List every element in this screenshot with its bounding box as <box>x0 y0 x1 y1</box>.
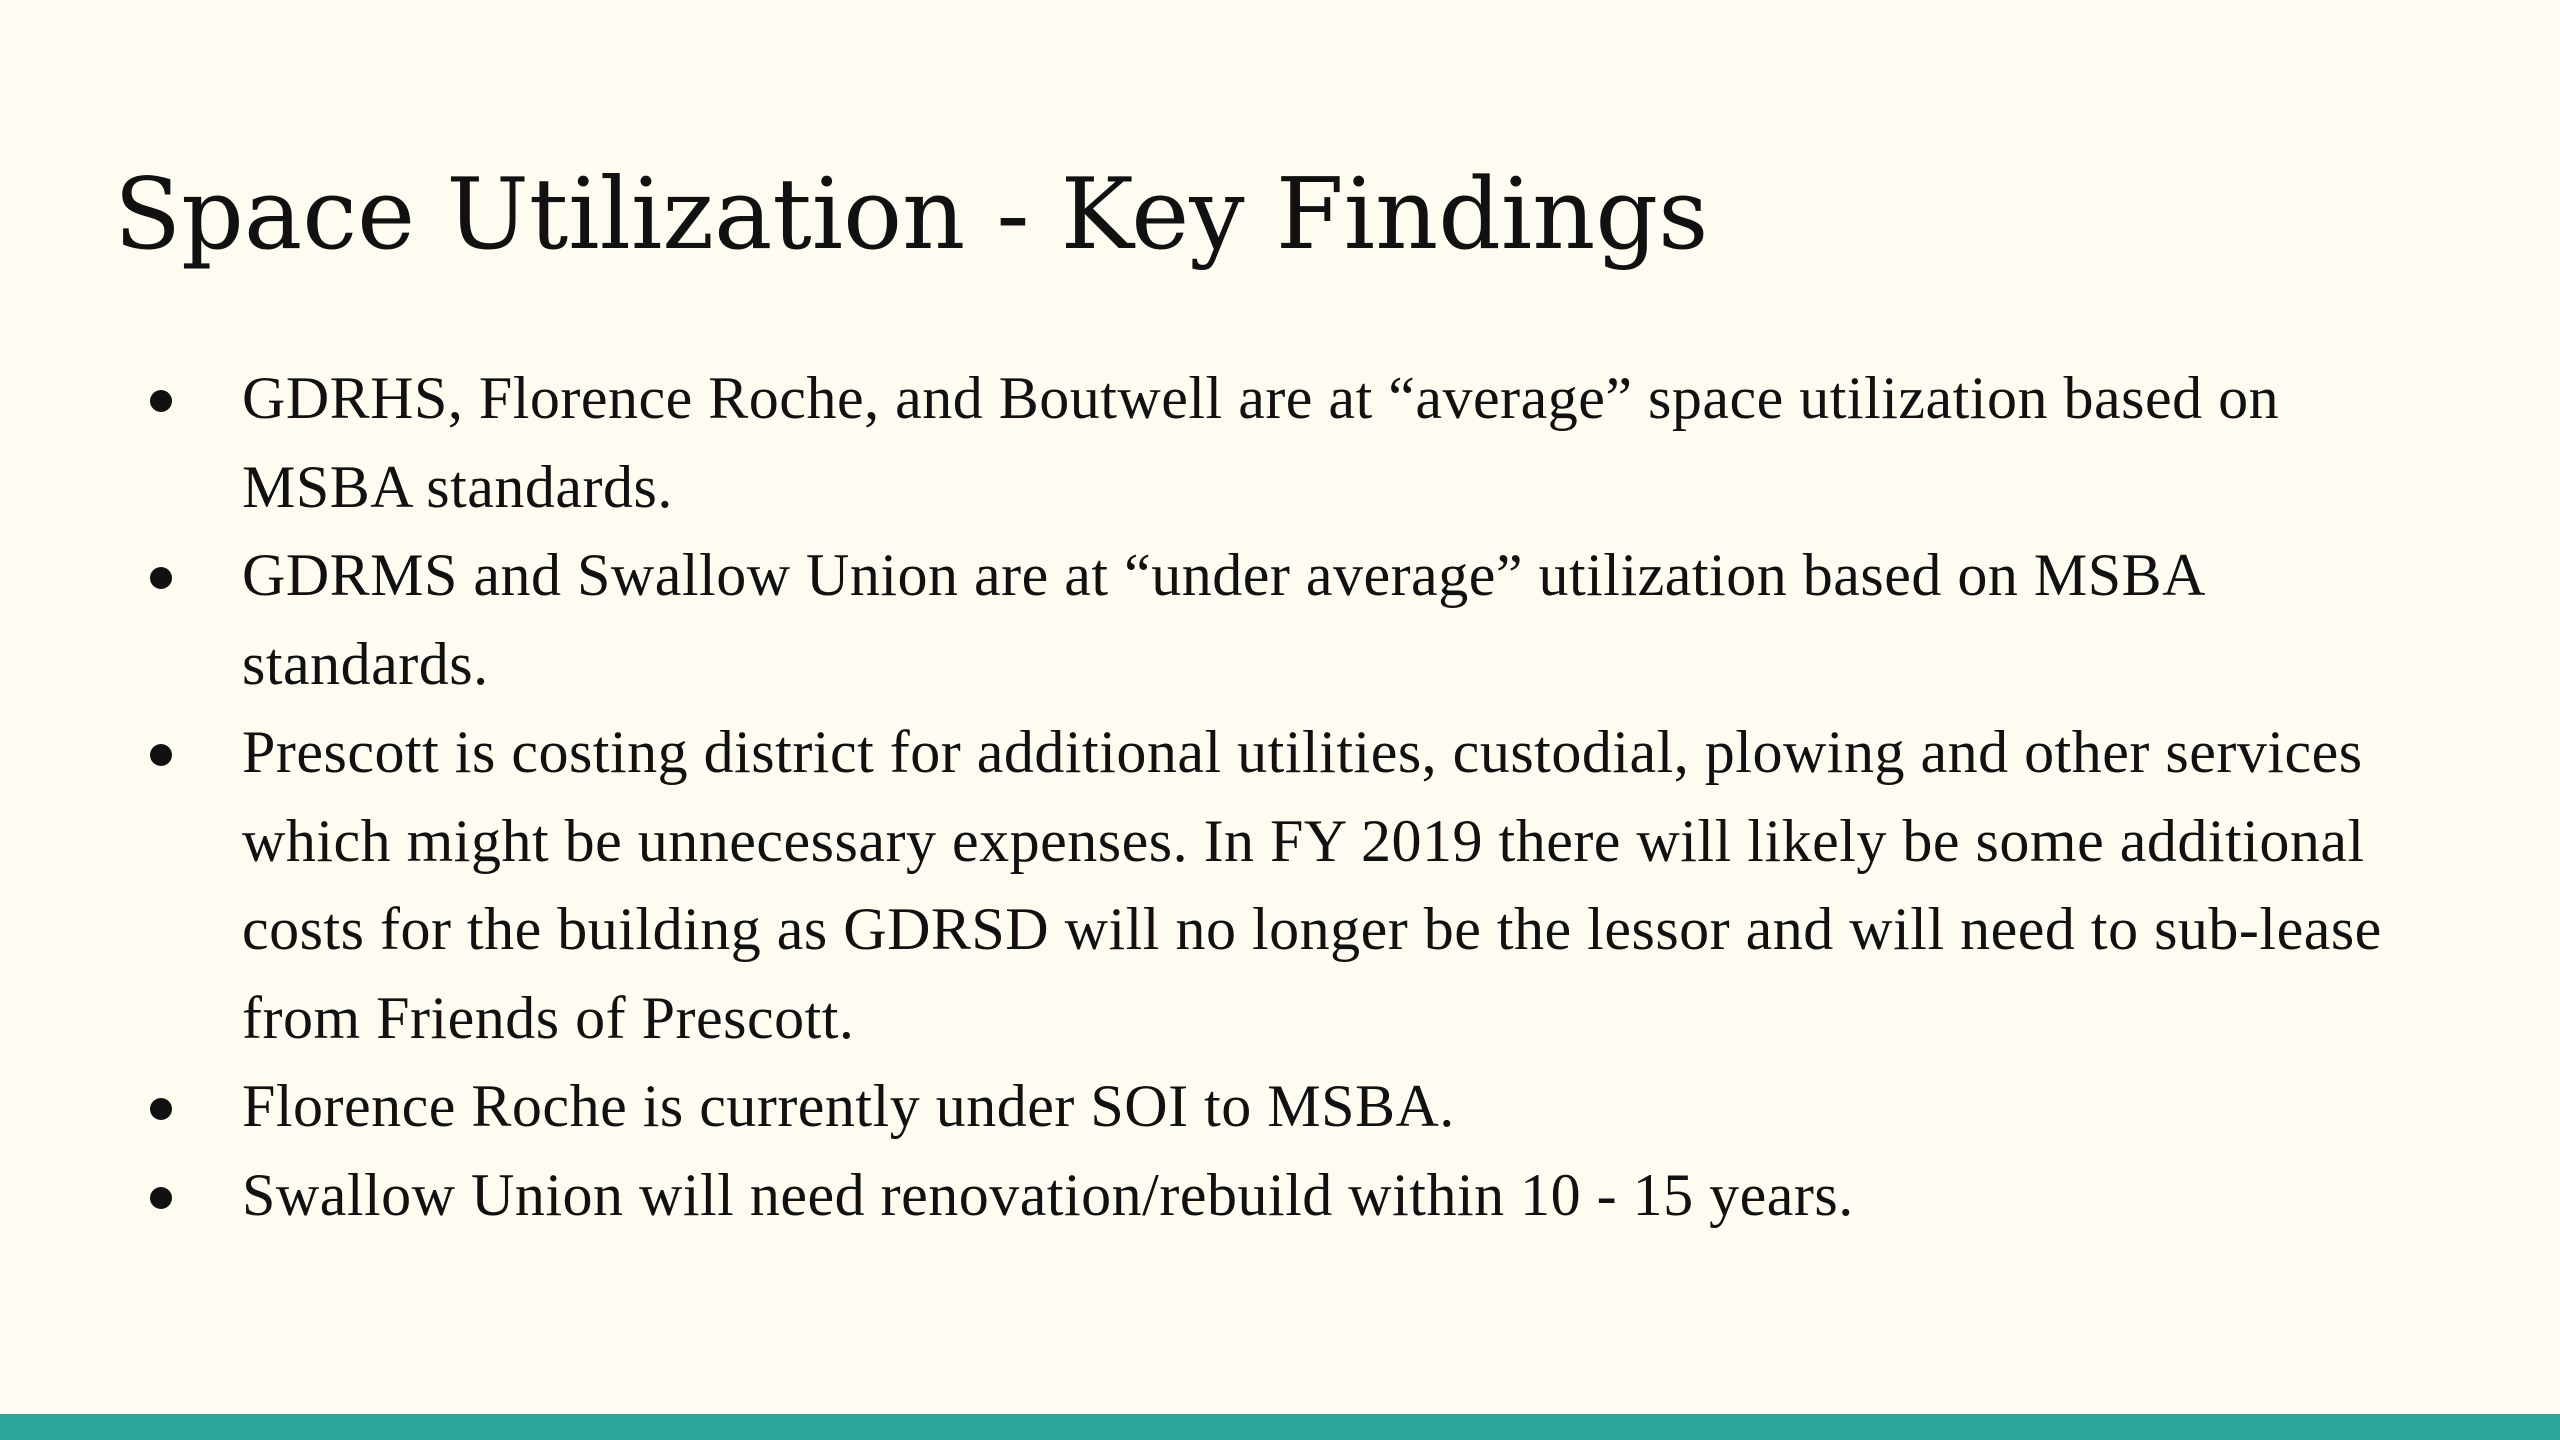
finding-item <box>140 708 2440 1062</box>
slide-title: Space Utilization - Key Findings <box>114 158 1709 272</box>
bullet-icon <box>150 1098 172 1120</box>
finding-item <box>140 354 2440 531</box>
bullet-icon <box>150 390 172 412</box>
finding-text: Prescott is costing district for additional utilities, custodial, plowing and other services which might be unnecessary expenses. In FY 2019 there will likely be some additional costs for the building as GDRSD will no longer be the lessor and will need to sub-lease from Friends of Prescott. <box>242 719 2382 1051</box>
finding-item <box>140 1062 2440 1151</box>
finding-text: GDRMS and Swallow Union are at “under average” utilization based on MSBA standards. <box>242 542 2203 697</box>
finding-item <box>140 531 2440 708</box>
bullet-icon <box>150 567 172 589</box>
finding-text: Swallow Union will need renovation/rebuild within 10 - 15 years. <box>242 1161 1854 1228</box>
bullet-icon <box>150 1187 172 1209</box>
key-findings-list <box>140 354 2440 1239</box>
bullet-icon <box>150 744 172 766</box>
finding-text: GDRHS, Florence Roche, and Boutwell are at “average” space utilization based on MSBA standards. <box>242 365 2280 520</box>
bottom-accent-bar <box>0 1414 2560 1440</box>
finding-text: Florence Roche is currently under SOI to MSBA. <box>242 1073 1455 1139</box>
finding-item <box>140 1151 2440 1240</box>
